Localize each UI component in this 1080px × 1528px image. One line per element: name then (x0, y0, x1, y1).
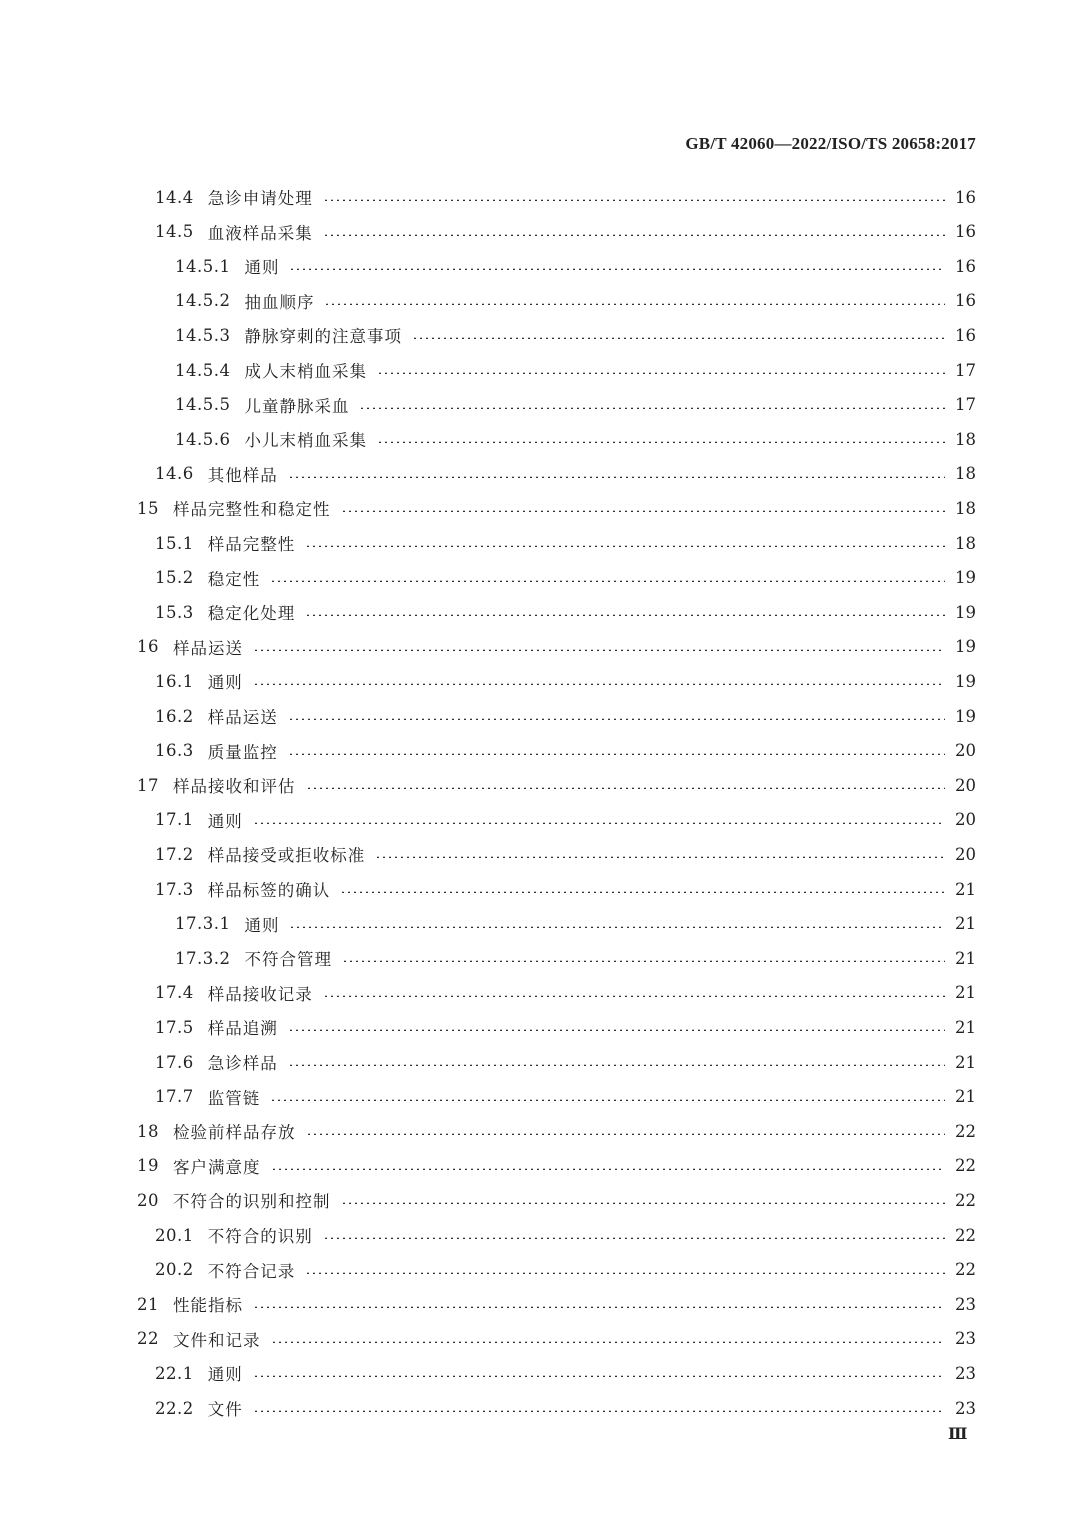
dot-leader (305, 545, 945, 547)
dot-leader (288, 753, 945, 755)
toc-entry-number: 14.5 (155, 222, 194, 242)
dot-leader (340, 891, 945, 893)
toc-entry-number: 15.3 (155, 602, 194, 622)
toc-entry-title: 通则 (207, 673, 243, 693)
dot-leader (377, 372, 945, 374)
toc-entry[interactable] (155, 1218, 976, 1252)
toc-entry[interactable] (155, 526, 976, 560)
toc-entry-number: 19 (137, 1156, 159, 1176)
dot-leader (342, 960, 945, 962)
toc-entry[interactable] (175, 422, 976, 456)
toc-entry-title: 不符合的识别和控制 (173, 1192, 331, 1212)
dot-leader (412, 337, 945, 339)
toc-entry-page: 17 (955, 360, 976, 380)
dot-leader (324, 303, 945, 305)
toc-entry[interactable] (137, 1322, 976, 1356)
toc-entry[interactable] (137, 1287, 976, 1321)
dot-leader (306, 1133, 946, 1135)
dot-leader (377, 441, 945, 443)
toc-entry-number: 17.6 (155, 1052, 194, 1072)
toc-entry[interactable] (175, 284, 976, 318)
toc-entry-title: 儿童静脉采血 (244, 396, 350, 416)
toc-entry-page: 21 (955, 1087, 976, 1107)
toc-entry-page: 19 (955, 637, 976, 657)
toc-entry-title: 样品运送 (207, 708, 278, 727)
toc-entry[interactable] (175, 388, 976, 422)
toc-entry-number: 22 (137, 1329, 159, 1349)
toc-entry[interactable] (155, 872, 976, 906)
dot-leader (289, 268, 945, 270)
toc-entry-title: 样品运送 (173, 638, 243, 658)
toc-entry-number: 14.4 (155, 187, 194, 207)
toc-entry-title: 样品追溯 (207, 1019, 278, 1039)
dot-leader (306, 787, 946, 789)
toc-entry-page: 22 (955, 1121, 976, 1141)
dot-leader (289, 926, 945, 928)
toc-entry-title: 急诊样品 (207, 1054, 278, 1073)
toc-entry-title: 静脉穿刺的注意事项 (244, 327, 402, 347)
toc-entry-page: 22 (955, 1260, 976, 1280)
toc-entry-page: 21 (955, 914, 976, 934)
dot-leader (323, 995, 945, 997)
toc-entry-title: 小儿末梢血采集 (244, 431, 367, 451)
toc-entry[interactable] (175, 941, 976, 975)
toc-entry-page: 16 (955, 222, 976, 242)
toc-entry[interactable] (137, 491, 976, 525)
dot-leader (253, 1410, 945, 1412)
toc-entry-title: 血液样品采集 (207, 223, 313, 243)
toc-entry[interactable] (155, 457, 976, 491)
toc-entry-page: 22 (955, 1190, 976, 1210)
toc-entry-title: 成人末梢血采集 (244, 362, 367, 381)
toc-entry-page: 20 (955, 741, 976, 761)
toc-entry[interactable] (155, 837, 976, 871)
toc-entry[interactable] (155, 1356, 976, 1390)
toc-entry[interactable] (155, 1045, 976, 1079)
toc-entry-number: 14.6 (155, 464, 194, 484)
dot-leader (288, 476, 945, 478)
toc-entry[interactable] (155, 561, 976, 595)
toc-entry-number: 14.5.2 (175, 291, 231, 311)
toc-entry-page: 19 (955, 671, 976, 691)
toc-entry-page: 19 (955, 706, 976, 726)
toc-entry-number: 17.4 (155, 983, 194, 1003)
toc-entry[interactable] (137, 768, 976, 802)
toc-entry-title: 通则 (244, 258, 280, 278)
toc-entry-page: 17 (955, 395, 976, 415)
toc-entry-page: 21 (955, 1052, 976, 1072)
toc-entry-number: 14.5.4 (175, 360, 231, 380)
toc-entry[interactable] (155, 1010, 976, 1044)
dot-leader (253, 649, 945, 651)
dot-leader (270, 1099, 945, 1101)
dot-leader (359, 407, 945, 409)
toc-entry-number: 17.5 (155, 1017, 194, 1037)
dot-leader (253, 1375, 945, 1377)
toc-entry-page: 18 (955, 533, 976, 553)
toc-entry[interactable] (175, 907, 976, 941)
toc-entry-number: 16.2 (155, 706, 194, 726)
toc-entry-title: 监管链 (207, 1088, 261, 1108)
dot-leader (271, 1341, 946, 1343)
toc-entry-title: 抽血顺序 (244, 292, 315, 312)
toc-entry[interactable] (155, 976, 976, 1010)
toc-entry-title: 稳定化处理 (207, 604, 296, 624)
toc-entry[interactable] (155, 1253, 976, 1287)
toc-entry-number: 22.1 (155, 1363, 194, 1383)
toc-entry-page: 20 (955, 775, 976, 795)
toc-entry-page: 21 (955, 948, 976, 968)
standard-code-header: GB/T 42060—2022/ISO/TS 20658:2017 (685, 134, 976, 153)
toc-entry-number: 15.1 (155, 533, 194, 553)
toc-entry-number: 16 (137, 637, 159, 657)
toc-entry-title: 不符合管理 (244, 950, 332, 970)
dot-leader (323, 199, 945, 201)
toc-entry-page: 20 (955, 810, 976, 830)
toc-entry-page: 18 (955, 464, 976, 484)
toc-entry-title: 样品接受或拒收标准 (207, 846, 366, 866)
page-number-footer: Ⅲ (948, 1426, 968, 1443)
toc-entry-page: 20 (955, 844, 976, 864)
dot-leader (288, 718, 945, 720)
toc-entry-number: 20.2 (155, 1260, 194, 1280)
toc-entry-title: 不符合记录 (207, 1261, 296, 1281)
toc-entry[interactable] (175, 353, 976, 387)
toc-entry-title: 样品完整性 (207, 535, 296, 554)
toc-entry-title: 检验前样品存放 (173, 1123, 296, 1143)
toc-entry-page: 18 (955, 429, 976, 449)
toc-entry-page: 21 (955, 983, 976, 1003)
toc-entry[interactable] (175, 249, 976, 283)
toc-entry-number: 20 (137, 1190, 159, 1210)
toc-entry[interactable] (155, 699, 976, 733)
toc-entry-number: 15.2 (155, 568, 194, 588)
toc-entry-number: 15 (137, 498, 159, 518)
toc-entry-number: 17.3 (155, 879, 194, 899)
toc-entry-page: 16 (955, 256, 976, 276)
toc-entry-page: 19 (955, 568, 976, 588)
dot-leader (288, 1029, 945, 1031)
toc-entry-title: 样品标签的确认 (207, 881, 331, 900)
toc-entry-number: 22.2 (155, 1398, 194, 1418)
toc-entry-title: 文件和记录 (173, 1330, 261, 1350)
toc-entry-page: 21 (955, 1017, 976, 1037)
toc-entry-number: 17.1 (155, 810, 194, 830)
toc-entry-page: 19 (955, 602, 976, 622)
toc-entry-page: 23 (955, 1363, 976, 1383)
toc-entry-title: 性能指标 (173, 1296, 243, 1316)
toc-entry-page: 16 (955, 291, 976, 311)
toc-entry[interactable] (137, 1149, 976, 1183)
dot-leader (253, 822, 945, 824)
toc-entry-title: 通则 (207, 1365, 243, 1385)
toc-entry-title: 文件 (207, 1400, 243, 1419)
toc-entry-title: 样品接收和评估 (173, 777, 296, 797)
toc-entry-page: 16 (955, 325, 976, 345)
toc-entry[interactable] (137, 1183, 976, 1217)
toc-entry-number: 14.5.1 (175, 256, 231, 276)
dot-leader (288, 1064, 945, 1066)
toc-entry-title: 通则 (207, 811, 243, 831)
toc-entry[interactable] (137, 630, 976, 664)
toc-entry-number: 17.3.2 (175, 948, 231, 968)
toc-entry-title: 稳定性 (207, 569, 261, 589)
toc-entry-number: 17.2 (155, 844, 194, 864)
toc-entry-page: 18 (955, 498, 976, 518)
dot-leader (253, 1306, 945, 1308)
toc-entry-title: 其他样品 (207, 465, 278, 485)
dot-leader (305, 614, 945, 616)
toc-entry[interactable] (155, 1080, 976, 1114)
toc-entry-number: 16.1 (155, 671, 194, 691)
dot-leader (271, 1168, 946, 1170)
dot-leader (341, 510, 946, 512)
toc-entry-number: 17.3.1 (175, 914, 231, 934)
toc-entry-number: 14.5.3 (175, 325, 231, 345)
toc-entry[interactable] (155, 803, 976, 837)
toc-entry-title: 质量监控 (207, 742, 278, 762)
toc-entry-number: 16.3 (155, 741, 194, 761)
toc-entry-page: 16 (955, 187, 976, 207)
toc-entry-page: 23 (955, 1329, 976, 1349)
toc-entry-number: 18 (137, 1121, 159, 1141)
toc-entry-number: 14.5.5 (175, 395, 231, 415)
dot-leader (323, 1237, 945, 1239)
toc-entry-page: 22 (955, 1225, 976, 1245)
toc-entry-title: 样品接收记录 (207, 984, 313, 1004)
toc-entry[interactable] (155, 180, 976, 214)
toc-entry-number: 14.5.6 (175, 429, 231, 449)
toc-entry[interactable] (155, 664, 976, 698)
toc-entry-page: 21 (955, 879, 976, 899)
dot-leader (375, 856, 945, 858)
dot-leader (305, 1272, 945, 1274)
toc-entry[interactable] (155, 595, 976, 629)
toc-entry-number: 17 (137, 775, 159, 795)
toc-entry[interactable] (155, 734, 976, 768)
toc-entry-number: 20.1 (155, 1225, 194, 1245)
toc-entry-title: 急诊申请处理 (207, 189, 313, 208)
toc-entry-title: 不符合的识别 (207, 1227, 313, 1246)
dot-leader (341, 1202, 946, 1204)
toc-entry-title: 通则 (244, 915, 280, 935)
dot-leader (253, 683, 945, 685)
toc-entry[interactable] (137, 1114, 976, 1148)
toc-entry[interactable] (155, 215, 976, 249)
dot-leader (270, 580, 945, 582)
toc-entry-number: 21 (137, 1294, 159, 1314)
toc-entry-page: 23 (955, 1294, 976, 1314)
dot-leader (323, 234, 945, 236)
toc-entry[interactable] (175, 318, 976, 352)
toc-entry-title: 样品完整性和稳定性 (173, 500, 331, 520)
toc-entry-title: 客户满意度 (173, 1157, 261, 1177)
toc-entry[interactable] (155, 1391, 976, 1425)
toc-entry-page: 22 (955, 1156, 976, 1176)
toc-entry-number: 17.7 (155, 1087, 194, 1107)
toc-entry-page: 23 (955, 1398, 976, 1418)
